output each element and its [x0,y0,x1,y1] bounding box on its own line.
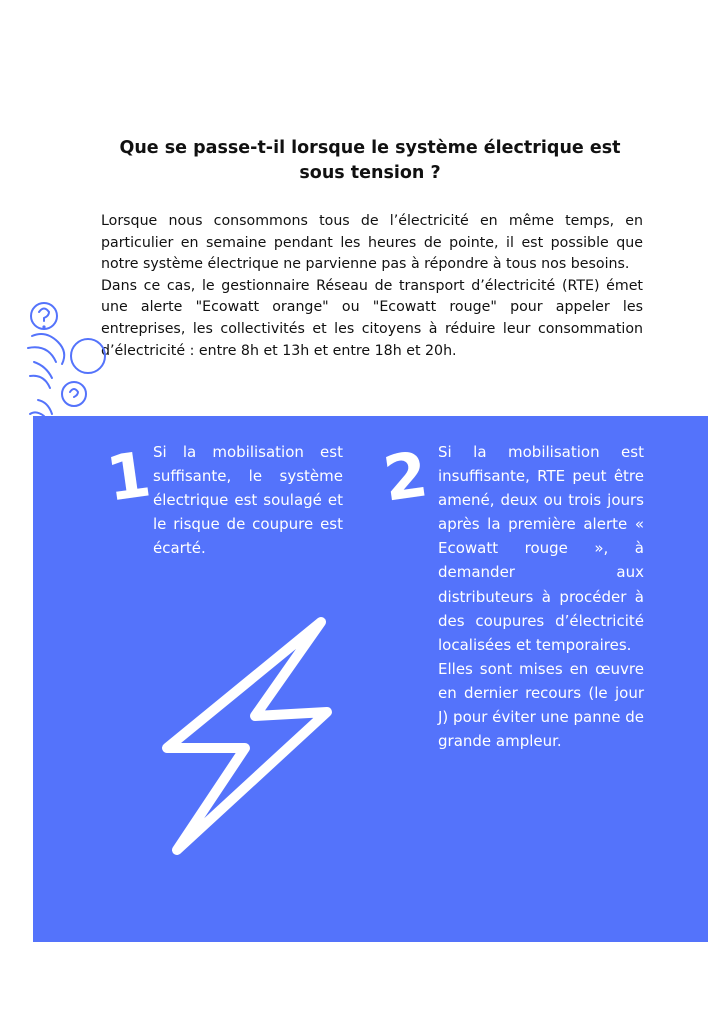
step-2-number: 2 [379,437,432,516]
page-title: Que se passe-t-il lorsque le système électrique est sous tension ? [119,138,621,183]
step-1-text [153,440,343,560]
lightning-bolt-icon [159,616,335,856]
steps-panel [33,416,708,942]
step-2-paragraph-1: Si la mobilisation est insuffisante, RTE peut être amené, deux ou trois jours après la première alerte « Ecowatt rouge », à demander aux distributeurs à procéder à des coupures d’électricité localisées et temporaires. [438,443,644,654]
intro-text [101,211,643,362]
intro-paragraph-1: Lorsque nous consommons tous de l’électricité en même temps, en particulier en semaine pendant les heures de pointe, il est possible que notre système électrique ne parvienne pas à répondre à tous nos besoins. [101,213,643,273]
step-2-text [438,440,644,753]
step-2-paragraph-2: Elles sont mises en œuvre en dernier recours (le jour J) pour éviter une panne de grande ampleur. [438,659,644,751]
question-bubbles-icon [24,296,114,420]
intro-paragraph-2: Dans ce cas, le gestionnaire Réseau de transport d’électricité (RTE) émet une alerte "Ecowatt orange" ou "Ecowatt rouge" pour appeler les entreprises, les collectivités et les citoyens à réduire leur consommation d’électricité : entre 8h et 13h et entre 18h et 20h. [101,277,643,359]
step-1-number: 1 [102,437,155,516]
step-1-paragraph: Si la mobilisation est suffisante, le système électrique est soulagé et le risque de coupure est écarté. [153,443,343,558]
